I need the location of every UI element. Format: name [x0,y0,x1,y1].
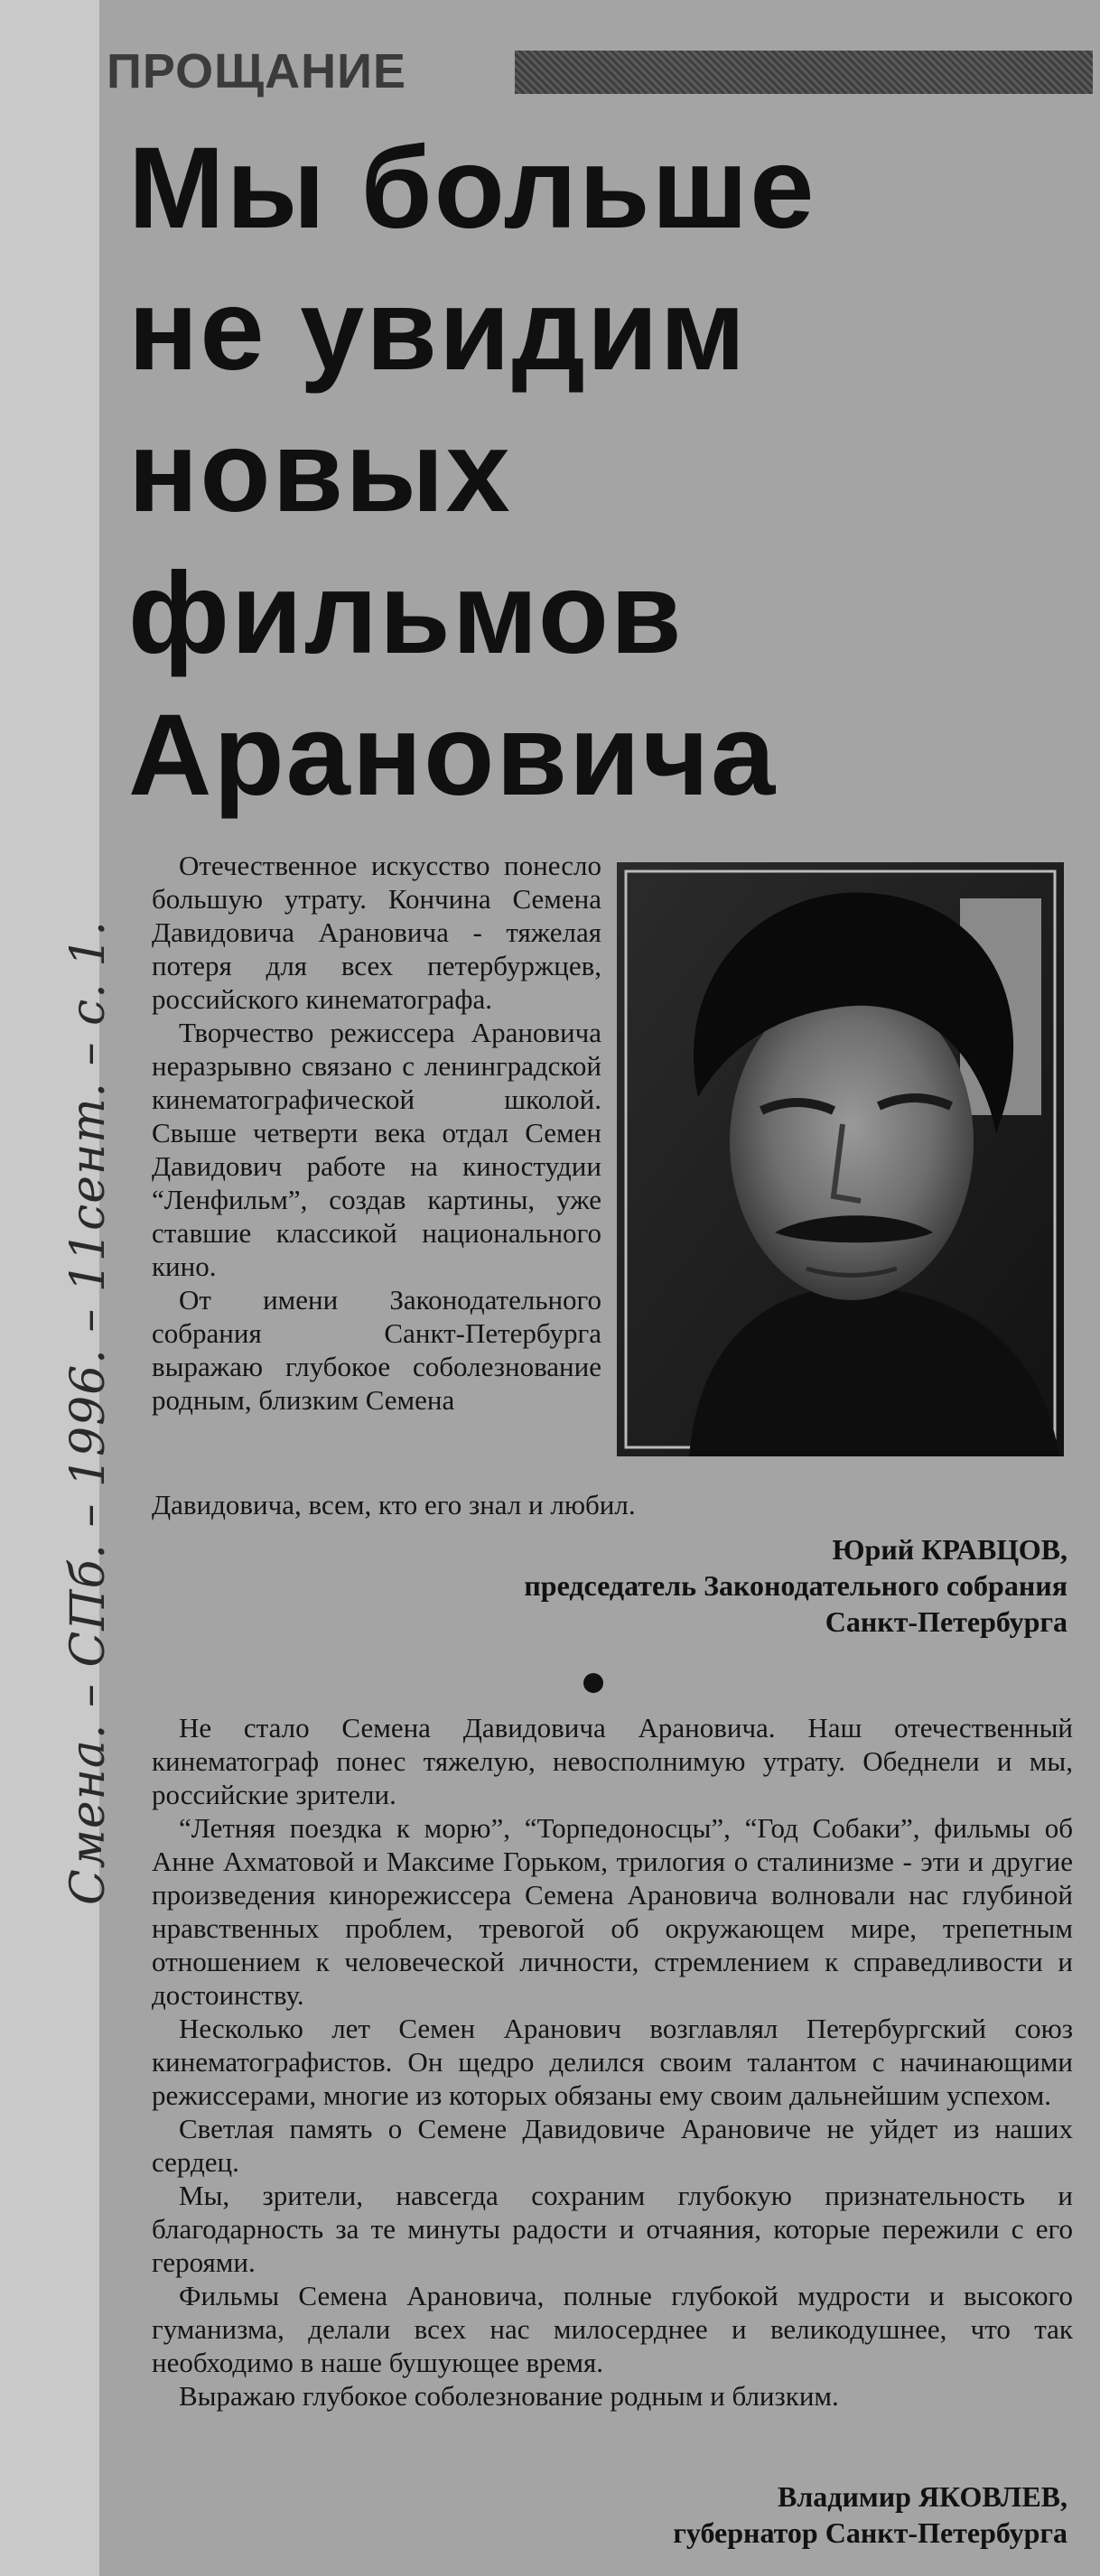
separator-bullet [583,1673,603,1693]
headline-line: не увидим [128,265,748,395]
paragraph: Давидовича, всем, кто его знал и любил. [152,1489,636,1520]
paragraph: Мы, зрители, навсегда сохраним глубокую признательность и благодарность за те минуты радости и отчаяния, которые пережили с его героями. [152,2180,1073,2278]
signature-name: Владимир ЯКОВЛЕВ, [777,2480,1067,2513]
paragraph: Выражаю глубокое соболезнование родным и близким. [179,2380,839,2412]
signature-name: Юрий КРАВЦОВ, [832,1533,1067,1566]
signature-role: губернатор Санкт-Петербурга [673,2516,1067,2549]
first-letter-tail [152,1488,1073,1521]
paragraph: Не стало Семена Давидовича Арановича. Наш отечественный кинематограф понес тяжелую, невосполнимую утрату. Обеднели и мы, российские зрители. [152,1712,1073,1810]
signature-kravtsov [524,1531,1067,1640]
headline-line: новых [128,407,512,536]
handwritten-source-note: Смена. – СПб. – 1996. – 11сент. – с. 1. [61,920,116,1905]
paragraph: От имени Законодательного собрания Санкт-Петербурга выражаю глубокое соболезнование родным, близким Семена [152,1284,601,1416]
headline-line: Арановича [128,691,778,820]
paragraph: Несколько лет Семен Аранович возглавлял Петербургский союз кинематографистов. Он щедро делился своим талантом с начинающими режиссерами, многие из которых обязаны ему своим дальнейшим успехом. [152,2013,1073,2111]
first-letter-column [152,849,601,1417]
paragraph: Фильмы Семена Арановича, полные глубокой мудрости и высокого гуманизма, делали всех нас милосерднее и великодушнее, что так необходимо в наше бушующее время. [152,2280,1073,2378]
paragraph: Светлая память о Семене Давидовиче Арановиче не уйдет из наших сердец. [152,2113,1073,2178]
signature-yakovlev [673,2478,1067,2551]
signature-role: председатель Законодательного собрания [524,1569,1067,1602]
headline-line: фильмов [128,549,684,678]
paragraph: Отечественное искусство понесло большую утрату. Кончина Семена Давидовича Арановича - тяжелая потеря для всех петербуржцев, российского кинематографа. [152,850,601,1015]
rubric-label: ПРОЩАНИЕ [107,44,406,98]
rubric-bar [515,51,1093,94]
article-headline [128,117,1086,826]
signature-role: Санкт-Петербурга [825,1605,1067,1638]
headline-line: Мы больше [128,124,816,253]
rubric-row [107,43,1093,99]
paragraph: “Летняя поездка к морю”, “Торпедоносцы”, “Год Собаки”, фильмы об Анне Ахматовой и Максиме Горьком, трилогия о сталинизме - эти и другие произведения кинорежиссера Семена Арановича волновали нас глубиной нравственных проблем, тревогой об окружающем мире, трепетным отношением к человеческой личности, стремлением к справедливости и достоинству. [152,1812,1073,2011]
paragraph: Творчество режиссера Арановича неразрывно связано с ленинградской кинематографической школой. Свыше четверти века отдал Семен Давидович работе на киностудии “Ленфильм”, создав картины, уже ставшие классикой национального кино. [152,1017,601,1282]
portrait-photo-icon [617,862,1064,1456]
second-letter [152,1711,1073,2413]
portrait-photo [617,862,1064,1456]
